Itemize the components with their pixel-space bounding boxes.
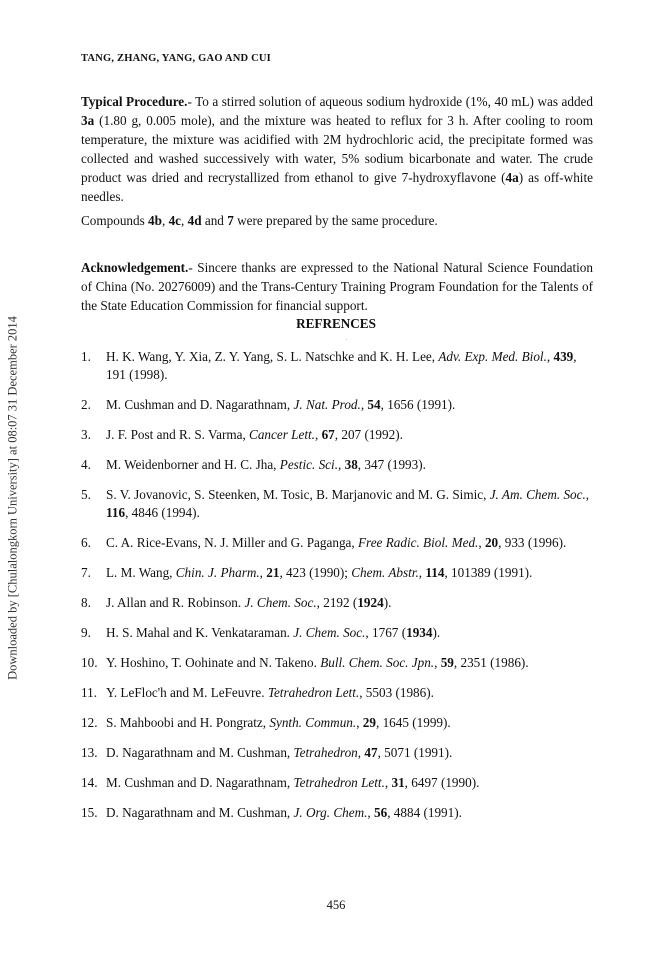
acknowledgement-text: - Sincere thanks are expressed to the National Natural Science Foundation of China (No. 20276009) and the Trans-Century Training Program Foundation for the Talents of the State Education Commission for financial support. xyxy=(81,260,593,313)
compound-7: 7 xyxy=(227,213,234,228)
reference-rest-2: , 101389 (1991). xyxy=(444,565,533,580)
reference-authors: J. F. Post and R. S. Varma, xyxy=(106,427,250,442)
reference-volume: 47 xyxy=(364,745,378,760)
reference-authors: S. Mahboobi and H. Pongratz, xyxy=(106,715,270,730)
reference-journal: J. Am. Chem. Soc. xyxy=(489,487,586,502)
reference-authors: M. Weidenborner and H. C. Jha, xyxy=(106,457,280,472)
reference-rest: , 347 (1993). xyxy=(357,457,426,472)
reference-rest: , 191 (1998). xyxy=(106,349,577,382)
reference-item xyxy=(81,486,593,522)
reference-rest: , 423 (1990); xyxy=(279,565,352,580)
procedure-text-2: (1.80 g, 0.005 mole), and the mixture was heated to reflux for 3 h. After cooling to room temperature, the mixture was acidified with 2M hydrochloric acid, the precipitate formed was collected and washed successively with water, 5% sodium bicarbonate and water. The crude product was dried and recrystallized from ethanol to give 7-hydroxyflavone ( xyxy=(81,113,593,185)
reference-item xyxy=(81,426,593,444)
reference-tail: ). xyxy=(432,625,441,640)
reference-volume: 31 xyxy=(391,775,405,790)
reference-volume: 29 xyxy=(362,715,376,730)
compound-4c: 4c xyxy=(168,213,182,228)
reference-rest: , 4846 (1994). xyxy=(125,505,200,520)
reference-volume: 439 xyxy=(553,349,574,364)
procedure-text-1: - To a stirred solution of aqueous sodium hydroxide (1%, 40 mL) was added xyxy=(187,94,593,109)
reference-number: 3. xyxy=(81,427,91,442)
reference-year: 1924 xyxy=(357,595,384,610)
compound-4d: 4d xyxy=(187,213,202,228)
reference-volume: 56 xyxy=(374,805,388,820)
reference-sep: , xyxy=(384,775,392,790)
reference-volume: 59 xyxy=(440,655,454,670)
reference-item xyxy=(81,594,593,612)
reference-authors: S. V. Jovanovic, S. Steenken, M. Tosic, B. Marjanovic and M. G. Simic, xyxy=(106,487,490,502)
reference-journal: J. Chem. Soc. xyxy=(244,595,317,610)
reference-authors: H. S. Mahal and K. Venkataraman. xyxy=(106,625,294,640)
reference-rest: , 933 (1996). xyxy=(498,535,567,550)
acknowledgement-paragraph xyxy=(81,258,593,315)
reference-rest: , 1645 (1999). xyxy=(375,715,451,730)
reference-volume-2: 114 xyxy=(425,565,445,580)
reference-journal: Cancer Lett. xyxy=(249,427,315,442)
reference-number: 6. xyxy=(81,535,91,550)
reference-year: 1934 xyxy=(406,625,433,640)
reference-volume: 116 xyxy=(106,505,126,520)
reference-number: 12. xyxy=(81,715,98,730)
reference-item xyxy=(81,348,593,384)
reference-volume: 20 xyxy=(484,535,499,550)
reference-rest: , 5071 (1991). xyxy=(377,745,453,760)
reference-journal: Tetrahedron xyxy=(293,745,358,760)
reference-item xyxy=(81,774,593,792)
reference-number: 4. xyxy=(81,457,91,472)
reference-number: 8. xyxy=(81,595,91,610)
reference-volume: 38 xyxy=(344,457,358,472)
reference-authors: C. A. Rice-Evans, N. J. Miller and G. Paganga, xyxy=(106,535,358,550)
reference-journal: Pestic. Sci. xyxy=(279,457,338,472)
reference-volume: 21 xyxy=(266,565,280,580)
reference-sep: , xyxy=(357,745,365,760)
download-watermark-text: Downloaded by [Chulalongkorn University] at 08:07 31 December 2014 xyxy=(5,316,20,680)
typical-procedure-heading: Typical Procedure. xyxy=(81,94,188,109)
reference-number: 2. xyxy=(81,397,91,412)
reference-item xyxy=(81,534,593,552)
reference-journal: Chin. J. Pharm. xyxy=(175,565,260,580)
reference-item xyxy=(81,396,593,414)
compounds-sep-2: , xyxy=(181,213,188,228)
reference-number: 7. xyxy=(81,565,91,580)
page-number: 456 xyxy=(326,898,346,912)
reference-authors: M. Cushman and D. Nagarathnam, xyxy=(106,397,294,412)
reference-item xyxy=(81,744,593,762)
compounds-text-1: Compounds xyxy=(81,213,149,228)
reference-item xyxy=(81,804,593,822)
running-head: TANG, ZHANG, YANG, GAO AND CUI xyxy=(81,53,271,64)
reference-journal: J. Nat. Prod. xyxy=(293,397,361,412)
references-list xyxy=(81,348,593,822)
compounds-paragraph xyxy=(81,211,593,230)
reference-authors: D. Nagarathnam and M. Cushman, xyxy=(106,805,294,820)
reference-number: 5. xyxy=(81,487,91,502)
reference-sep-2: , xyxy=(418,565,426,580)
reference-authors: L. M. Wang, xyxy=(106,565,176,580)
compounds-sep-1: , xyxy=(161,213,169,228)
reference-sep: , xyxy=(360,397,368,412)
reference-authors: D. Nagarathnam and M. Cushman, xyxy=(106,745,294,760)
reference-sep: , xyxy=(356,715,363,730)
reference-authors: Y. LeFloc'h and M. LeFeuvre. xyxy=(106,685,268,700)
reference-sep: , xyxy=(546,349,554,364)
reference-item xyxy=(81,714,593,732)
procedure-text-3: ) as off-white needles. xyxy=(81,170,593,204)
reference-journal: J. Org. Chem. xyxy=(293,805,368,820)
reference-rest: , 6497 (1990). xyxy=(404,775,480,790)
reference-number: 14. xyxy=(81,775,98,790)
acknowledgement-heading: Acknowledgement. xyxy=(81,260,189,275)
compound-3a: 3a xyxy=(81,113,95,128)
reference-sep: , xyxy=(338,457,345,472)
reference-sep: , xyxy=(359,685,366,700)
reference-item xyxy=(81,624,593,642)
reference-journal: J. Chem. Soc. xyxy=(293,625,366,640)
reference-rest: 5503 (1986). xyxy=(365,685,434,700)
reference-sep: , xyxy=(365,625,373,640)
reference-rest: 2192 ( xyxy=(323,595,358,610)
reference-authors: M. Cushman and D. Nagarathnam, xyxy=(106,775,294,790)
reference-journal: Synth. Commun. xyxy=(269,715,357,730)
references-heading: REFRENCES xyxy=(296,316,376,331)
reference-authors: H. K. Wang, Y. Xia, Z. Y. Yang, S. L. Natschke and K. H. Lee, xyxy=(106,349,439,364)
compounds-text-2: were prepared by the same procedure. xyxy=(233,213,438,228)
reference-journal: Tetrahedron Lett. xyxy=(267,685,360,700)
reference-rest: 1767 ( xyxy=(372,625,407,640)
reference-journal: Free Radic. Biol. Med. xyxy=(358,535,479,550)
scan-speck xyxy=(346,339,347,340)
reference-number: 9. xyxy=(81,625,91,640)
typical-procedure-paragraph xyxy=(81,92,593,206)
reference-rest: , 2351 (1986). xyxy=(453,655,529,670)
reference-sep: , xyxy=(478,535,485,550)
compound-4a: 4a xyxy=(505,170,519,185)
reference-sep: , xyxy=(434,655,441,670)
compound-4b: 4b xyxy=(148,213,162,228)
compounds-sep-3: and xyxy=(201,213,228,228)
reference-sep: , xyxy=(367,805,374,820)
reference-rest: , 4884 (1991). xyxy=(387,805,462,820)
reference-sep: , xyxy=(314,427,322,442)
reference-rest: , 1656 (1991). xyxy=(380,397,456,412)
reference-number: 13. xyxy=(81,745,98,760)
reference-number: 10. xyxy=(81,655,98,670)
reference-sep: , xyxy=(259,565,267,580)
reference-number: 1. xyxy=(81,349,91,364)
reference-journal: Bull. Chem. Soc. Jpn. xyxy=(320,655,435,670)
reference-item xyxy=(81,456,593,474)
reference-number: 11. xyxy=(81,685,97,700)
reference-authors: J. Allan and R. Robinson. xyxy=(106,595,245,610)
reference-journal: Tetrahedron Lett. xyxy=(293,775,385,790)
reference-item xyxy=(81,564,593,582)
reference-journal: Adv. Exp. Med. Biol. xyxy=(438,349,547,364)
reference-sep: , xyxy=(585,487,590,502)
reference-sep: , xyxy=(316,595,324,610)
reference-number: 15. xyxy=(81,805,98,820)
download-watermark xyxy=(2,288,24,708)
reference-authors: Y. Hoshino, T. Oohinate and N. Takeno. xyxy=(106,655,321,670)
reference-tail: ). xyxy=(383,595,392,610)
reference-item xyxy=(81,654,593,672)
reference-volume: 67 xyxy=(321,427,335,442)
reference-rest: , 207 (1992). xyxy=(334,427,403,442)
reference-item xyxy=(81,684,593,702)
reference-volume: 54 xyxy=(367,397,381,412)
reference-journal-2: Chem. Abstr. xyxy=(351,565,419,580)
